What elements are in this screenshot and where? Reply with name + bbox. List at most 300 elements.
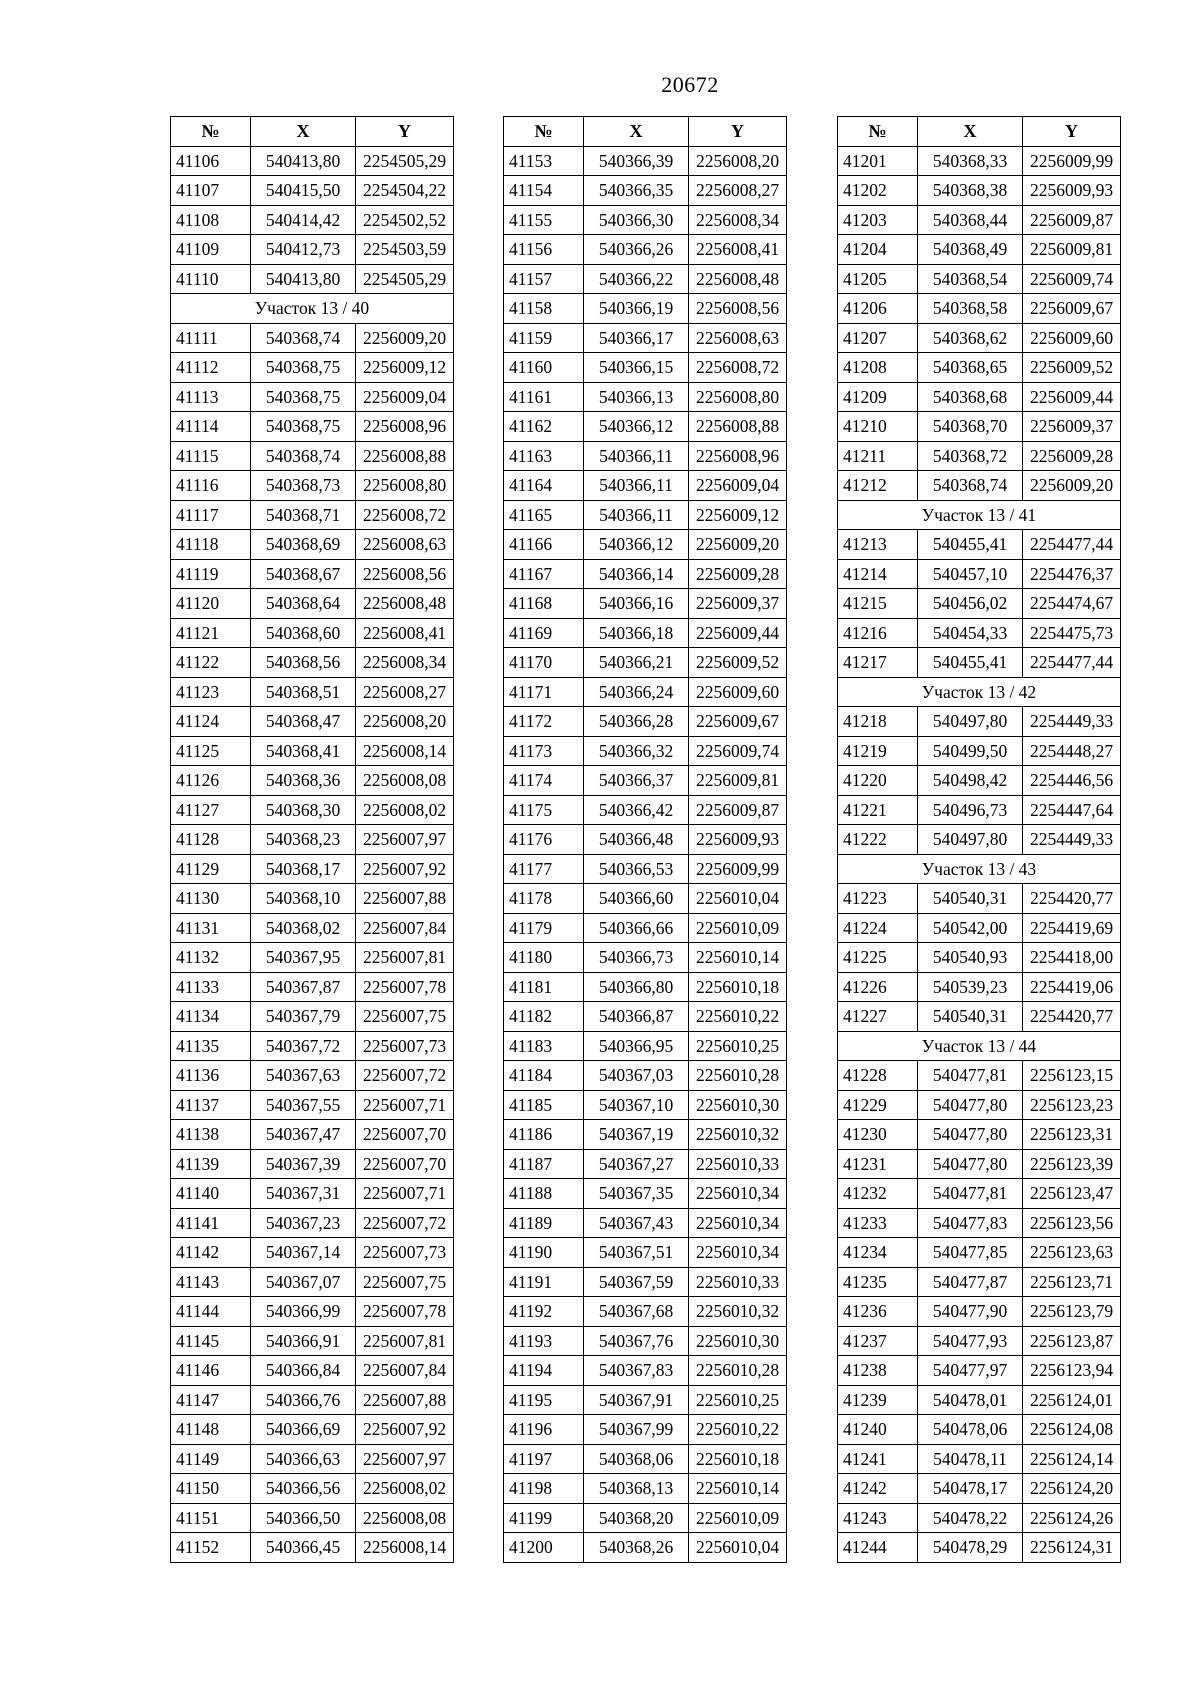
y-coordinate-cell: 2256010,30 [689,1090,787,1120]
y-coordinate-cell: 2256123,87 [1023,1326,1121,1356]
table-row [171,736,454,766]
x-coordinate-cell: 540540,31 [918,884,1023,914]
table-row [838,382,1121,412]
table-row [838,1002,1121,1032]
table-row [504,205,787,235]
x-coordinate-cell: 540368,10 [251,884,356,914]
y-coordinate-cell: 2256008,63 [689,323,787,353]
point-number-cell: 41124 [171,707,251,737]
x-coordinate-cell: 540366,13 [584,382,689,412]
y-coordinate-cell: 2256009,74 [689,736,787,766]
table-row [838,795,1121,825]
point-number-cell: 41226 [838,972,918,1002]
point-number-cell: 41155 [504,205,584,235]
x-coordinate-cell: 540366,56 [251,1474,356,1504]
table-row [838,205,1121,235]
point-number-cell: 41133 [171,972,251,1002]
x-coordinate-cell: 540368,44 [918,205,1023,235]
x-coordinate-cell: 540367,51 [584,1238,689,1268]
y-coordinate-cell: 2256010,28 [689,1356,787,1386]
table-row [171,1031,454,1061]
header-num: № [171,117,251,147]
point-number-cell: 41134 [171,1002,251,1032]
table-row [504,1208,787,1238]
x-coordinate-cell: 540478,11 [918,1444,1023,1474]
table-row [838,884,1121,914]
table-row [838,559,1121,589]
x-coordinate-cell: 540368,74 [251,323,356,353]
x-coordinate-cell: 540540,93 [918,943,1023,973]
x-coordinate-cell: 540477,81 [918,1179,1023,1209]
y-coordinate-cell: 2256009,60 [689,677,787,707]
y-coordinate-cell: 2256010,04 [689,884,787,914]
point-number-cell: 41220 [838,766,918,796]
table-row [838,471,1121,501]
x-coordinate-cell: 540366,14 [584,559,689,589]
table-row [504,854,787,884]
y-coordinate-cell: 2256123,63 [1023,1238,1121,1268]
y-coordinate-cell: 2254449,33 [1023,707,1121,737]
y-coordinate-cell: 2256009,52 [1023,353,1121,383]
x-coordinate-cell: 540367,39 [251,1149,356,1179]
x-coordinate-cell: 540368,65 [918,353,1023,383]
x-coordinate-cell: 540367,79 [251,1002,356,1032]
point-number-cell: 41173 [504,736,584,766]
y-coordinate-cell: 2256008,34 [689,205,787,235]
x-coordinate-cell: 540368,75 [251,412,356,442]
table-row [838,736,1121,766]
x-coordinate-cell: 540477,85 [918,1238,1023,1268]
section-label: Участок 13 / 40 [171,294,454,324]
x-coordinate-cell: 540366,28 [584,707,689,737]
table-row [504,412,787,442]
table-row [504,1090,787,1120]
coordinates-table-2 [503,116,787,1563]
point-number-cell: 41169 [504,618,584,648]
y-coordinate-cell: 2256010,34 [689,1179,787,1209]
y-coordinate-cell: 2256010,18 [689,972,787,1002]
y-coordinate-cell: 2256010,34 [689,1208,787,1238]
table-row [171,382,454,412]
point-number-cell: 41132 [171,943,251,973]
table-row [838,766,1121,796]
x-coordinate-cell: 540366,48 [584,825,689,855]
header-x: X [251,117,356,147]
x-coordinate-cell: 540366,19 [584,294,689,324]
header-y: Y [356,117,454,147]
point-number-cell: 41154 [504,176,584,206]
x-coordinate-cell: 540368,73 [251,471,356,501]
x-coordinate-cell: 540477,90 [918,1297,1023,1327]
point-number-cell: 41218 [838,707,918,737]
point-number-cell: 41236 [838,1297,918,1327]
table-row [171,1297,454,1327]
y-coordinate-cell: 2256009,44 [689,618,787,648]
table-row [838,264,1121,294]
table-row [171,1238,454,1268]
point-number-cell: 41219 [838,736,918,766]
x-coordinate-cell: 540366,95 [584,1031,689,1061]
table-row [504,795,787,825]
table-row [838,1179,1121,1209]
table-row [504,884,787,914]
table-row [838,1474,1121,1504]
y-coordinate-cell: 2256124,20 [1023,1474,1121,1504]
table-row [838,1385,1121,1415]
y-coordinate-cell: 2256009,20 [1023,471,1121,501]
table-row [838,618,1121,648]
y-coordinate-cell: 2256008,14 [356,736,454,766]
table-row [171,913,454,943]
y-coordinate-cell: 2254474,67 [1023,589,1121,619]
point-number-cell: 41191 [504,1267,584,1297]
table-row [504,943,787,973]
y-coordinate-cell: 2256008,56 [356,559,454,589]
x-coordinate-cell: 540366,32 [584,736,689,766]
y-coordinate-cell: 2254502,52 [356,205,454,235]
x-coordinate-cell: 540368,67 [251,559,356,589]
point-number-cell: 41160 [504,353,584,383]
section-header-row [838,854,1121,884]
y-coordinate-cell: 2256008,63 [356,530,454,560]
coordinates-table-3 [837,116,1121,1563]
y-coordinate-cell: 2256007,92 [356,1415,454,1445]
y-coordinate-cell: 2254477,44 [1023,648,1121,678]
point-number-cell: 41241 [838,1444,918,1474]
section-label: Участок 13 / 42 [838,677,1121,707]
x-coordinate-cell: 540368,17 [251,854,356,884]
y-coordinate-cell: 2256009,04 [689,471,787,501]
y-coordinate-cell: 2256009,60 [1023,323,1121,353]
point-number-cell: 41125 [171,736,251,766]
coordinates-table-1 [170,116,454,1563]
table-row [171,1090,454,1120]
point-number-cell: 41216 [838,618,918,648]
x-coordinate-cell: 540367,35 [584,1179,689,1209]
y-coordinate-cell: 2256007,73 [356,1238,454,1268]
y-coordinate-cell: 2256007,84 [356,1356,454,1386]
x-coordinate-cell: 540368,74 [251,441,356,471]
table-row [504,1149,787,1179]
point-number-cell: 41195 [504,1385,584,1415]
point-number-cell: 41203 [838,205,918,235]
y-coordinate-cell: 2256007,92 [356,854,454,884]
point-number-cell: 41137 [171,1090,251,1120]
table-row [504,1385,787,1415]
x-coordinate-cell: 540366,17 [584,323,689,353]
y-coordinate-cell: 2256009,87 [1023,205,1121,235]
table-row [504,1031,787,1061]
table-row [504,766,787,796]
y-coordinate-cell: 2256008,27 [689,176,787,206]
y-coordinate-cell: 2256007,81 [356,1326,454,1356]
x-coordinate-cell: 540499,50 [918,736,1023,766]
y-coordinate-cell: 2256009,99 [1023,146,1121,176]
table-row [838,235,1121,265]
table-row [171,854,454,884]
y-coordinate-cell: 2256124,08 [1023,1415,1121,1445]
table-row [504,441,787,471]
x-coordinate-cell: 540367,07 [251,1267,356,1297]
point-number-cell: 41106 [171,146,251,176]
table-row [504,530,787,560]
x-coordinate-cell: 540366,84 [251,1356,356,1386]
table-row [838,1326,1121,1356]
point-number-cell: 41172 [504,707,584,737]
point-number-cell: 41209 [838,382,918,412]
y-coordinate-cell: 2254447,64 [1023,795,1121,825]
point-number-cell: 41211 [838,441,918,471]
point-number-cell: 41199 [504,1503,584,1533]
x-coordinate-cell: 540368,23 [251,825,356,855]
y-coordinate-cell: 2256007,78 [356,972,454,1002]
point-number-cell: 41177 [504,854,584,884]
section-header-row [838,500,1121,530]
table-row [504,1415,787,1445]
table-row [171,530,454,560]
point-number-cell: 41185 [504,1090,584,1120]
y-coordinate-cell: 2256123,79 [1023,1297,1121,1327]
table-row [838,1061,1121,1091]
header-num: № [838,117,918,147]
table-row [504,589,787,619]
point-number-cell: 41227 [838,1002,918,1032]
point-number-cell: 41198 [504,1474,584,1504]
y-coordinate-cell: 2254420,77 [1023,1002,1121,1032]
x-coordinate-cell: 540368,20 [584,1503,689,1533]
table-row [504,1002,787,1032]
table-row [171,1474,454,1504]
table-row [171,618,454,648]
y-coordinate-cell: 2256007,75 [356,1267,454,1297]
header-num: № [504,117,584,147]
table-row [504,1474,787,1504]
table-row [504,913,787,943]
y-coordinate-cell: 2256009,20 [689,530,787,560]
y-coordinate-cell: 2256009,37 [689,589,787,619]
point-number-cell: 41153 [504,146,584,176]
point-number-cell: 41240 [838,1415,918,1445]
x-coordinate-cell: 540540,31 [918,1002,1023,1032]
y-coordinate-cell: 2256010,14 [689,1474,787,1504]
table-row [171,1208,454,1238]
header-y: Y [1023,117,1121,147]
x-coordinate-cell: 540366,24 [584,677,689,707]
x-coordinate-cell: 540368,30 [251,795,356,825]
point-number-cell: 41122 [171,648,251,678]
x-coordinate-cell: 540368,36 [251,766,356,796]
y-coordinate-cell: 2256123,47 [1023,1179,1121,1209]
table-row [171,264,454,294]
x-coordinate-cell: 540366,11 [584,471,689,501]
table-row [171,1326,454,1356]
table-row [838,146,1121,176]
y-coordinate-cell: 2256010,09 [689,913,787,943]
point-number-cell: 41184 [504,1061,584,1091]
x-coordinate-cell: 540367,27 [584,1149,689,1179]
x-coordinate-cell: 540367,43 [584,1208,689,1238]
point-number-cell: 41178 [504,884,584,914]
table-row [171,1267,454,1297]
table-row [838,1208,1121,1238]
point-number-cell: 41109 [171,235,251,265]
point-number-cell: 41162 [504,412,584,442]
x-coordinate-cell: 540368,62 [918,323,1023,353]
point-number-cell: 41196 [504,1415,584,1445]
y-coordinate-cell: 2256007,72 [356,1208,454,1238]
point-number-cell: 41225 [838,943,918,973]
point-number-cell: 41233 [838,1208,918,1238]
point-number-cell: 41151 [171,1503,251,1533]
point-number-cell: 41110 [171,264,251,294]
point-number-cell: 41190 [504,1238,584,1268]
y-coordinate-cell: 2256009,28 [689,559,787,589]
point-number-cell: 41217 [838,648,918,678]
point-number-cell: 41118 [171,530,251,560]
y-coordinate-cell: 2256007,72 [356,1061,454,1091]
x-coordinate-cell: 540367,99 [584,1415,689,1445]
y-coordinate-cell: 2256007,73 [356,1031,454,1061]
x-coordinate-cell: 540367,83 [584,1356,689,1386]
y-coordinate-cell: 2256009,67 [1023,294,1121,324]
table-row [171,884,454,914]
x-coordinate-cell: 540367,91 [584,1385,689,1415]
y-coordinate-cell: 2256010,18 [689,1444,787,1474]
x-coordinate-cell: 540368,26 [584,1533,689,1563]
point-number-cell: 41221 [838,795,918,825]
section-label: Участок 13 / 44 [838,1031,1121,1061]
x-coordinate-cell: 540367,23 [251,1208,356,1238]
point-number-cell: 41243 [838,1503,918,1533]
point-number-cell: 41230 [838,1120,918,1150]
x-coordinate-cell: 540456,02 [918,589,1023,619]
y-coordinate-cell: 2256008,34 [356,648,454,678]
point-number-cell: 41139 [171,1149,251,1179]
y-coordinate-cell: 2256008,80 [356,471,454,501]
table-header-row [838,117,1121,147]
y-coordinate-cell: 2256008,88 [689,412,787,442]
x-coordinate-cell: 540366,60 [584,884,689,914]
y-coordinate-cell: 2256009,93 [689,825,787,855]
x-coordinate-cell: 540478,22 [918,1503,1023,1533]
y-coordinate-cell: 2256009,04 [356,382,454,412]
y-coordinate-cell: 2256124,31 [1023,1533,1121,1563]
x-coordinate-cell: 540477,81 [918,1061,1023,1091]
x-coordinate-cell: 540368,74 [918,471,1023,501]
table-row [838,825,1121,855]
table-row [838,943,1121,973]
y-coordinate-cell: 2256010,25 [689,1031,787,1061]
table-row [171,176,454,206]
table-row [504,1297,787,1327]
y-coordinate-cell: 2254505,29 [356,146,454,176]
x-coordinate-cell: 540367,03 [584,1061,689,1091]
y-coordinate-cell: 2256008,48 [689,264,787,294]
x-coordinate-cell: 540366,12 [584,530,689,560]
x-coordinate-cell: 540368,69 [251,530,356,560]
point-number-cell: 41197 [504,1444,584,1474]
y-coordinate-cell: 2256010,25 [689,1385,787,1415]
y-coordinate-cell: 2256007,97 [356,1444,454,1474]
table-row [171,205,454,235]
point-number-cell: 41224 [838,913,918,943]
x-coordinate-cell: 540539,23 [918,972,1023,1002]
table-row [838,176,1121,206]
y-coordinate-cell: 2256008,72 [356,500,454,530]
x-coordinate-cell: 540368,64 [251,589,356,619]
table-row [838,1267,1121,1297]
table-row [171,559,454,589]
table-row [504,500,787,530]
table-row [838,1297,1121,1327]
table-row [504,825,787,855]
point-number-cell: 41138 [171,1120,251,1150]
x-coordinate-cell: 540413,80 [251,264,356,294]
x-coordinate-cell: 540478,17 [918,1474,1023,1504]
x-coordinate-cell: 540366,11 [584,441,689,471]
point-number-cell: 41149 [171,1444,251,1474]
table-row [504,471,787,501]
x-coordinate-cell: 540366,22 [584,264,689,294]
x-coordinate-cell: 540368,38 [918,176,1023,206]
point-number-cell: 41116 [171,471,251,501]
y-coordinate-cell: 2256009,81 [1023,235,1121,265]
x-coordinate-cell: 540477,83 [918,1208,1023,1238]
point-number-cell: 41242 [838,1474,918,1504]
table-row [171,1533,454,1563]
table-row [171,707,454,737]
y-coordinate-cell: 2256010,34 [689,1238,787,1268]
point-number-cell: 41239 [838,1385,918,1415]
x-coordinate-cell: 540368,51 [251,677,356,707]
point-number-cell: 41183 [504,1031,584,1061]
y-coordinate-cell: 2254418,00 [1023,943,1121,973]
table-row [838,913,1121,943]
point-number-cell: 41194 [504,1356,584,1386]
point-number-cell: 41188 [504,1179,584,1209]
table-row [504,1503,787,1533]
x-coordinate-cell: 540366,66 [584,913,689,943]
x-coordinate-cell: 540366,16 [584,589,689,619]
table-row [504,1120,787,1150]
y-coordinate-cell: 2256010,30 [689,1326,787,1356]
point-number-cell: 41207 [838,323,918,353]
section-label: Участок 13 / 43 [838,854,1121,884]
x-coordinate-cell: 540368,71 [251,500,356,530]
point-number-cell: 41136 [171,1061,251,1091]
section-header-row [838,677,1121,707]
point-number-cell: 41161 [504,382,584,412]
table-row [171,1120,454,1150]
y-coordinate-cell: 2256007,75 [356,1002,454,1032]
table-row [838,294,1121,324]
x-coordinate-cell: 540367,95 [251,943,356,973]
point-number-cell: 41163 [504,441,584,471]
point-number-cell: 41142 [171,1238,251,1268]
point-number-cell: 41223 [838,884,918,914]
point-number-cell: 41146 [171,1356,251,1386]
point-number-cell: 41143 [171,1267,251,1297]
table-row [838,972,1121,1002]
x-coordinate-cell: 540457,10 [918,559,1023,589]
y-coordinate-cell: 2254505,29 [356,264,454,294]
point-number-cell: 41235 [838,1267,918,1297]
table-row [504,648,787,678]
y-coordinate-cell: 2256007,71 [356,1090,454,1120]
y-coordinate-cell: 2256008,96 [689,441,787,471]
y-coordinate-cell: 2256010,33 [689,1149,787,1179]
x-coordinate-cell: 540367,14 [251,1238,356,1268]
